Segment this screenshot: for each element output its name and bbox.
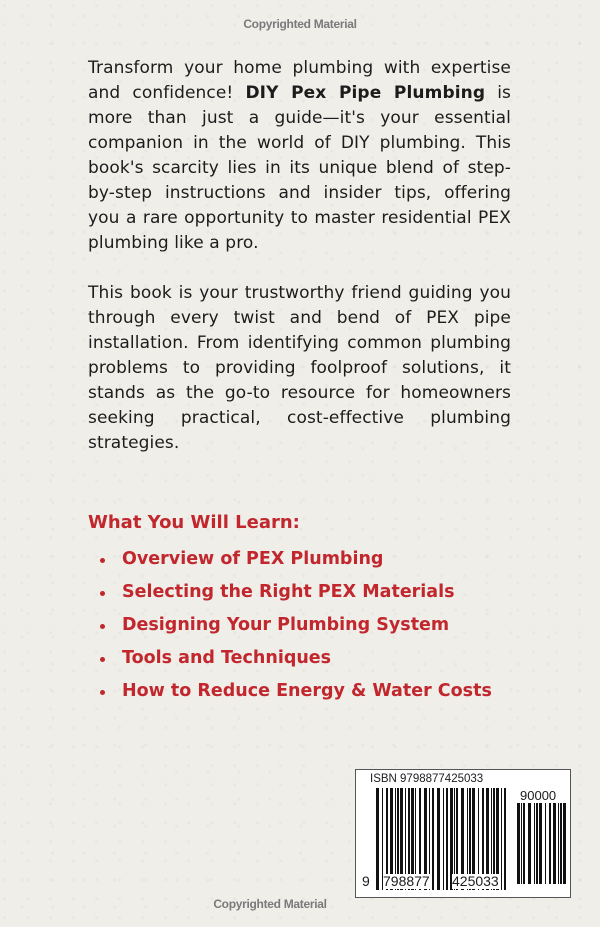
list-item: How to Reduce Energy & Water Costs xyxy=(100,678,492,711)
barcode-bar xyxy=(558,803,559,884)
barcode-bar xyxy=(539,803,542,884)
book-title: DIY Pex Pipe Plumbing xyxy=(245,83,486,103)
barcode-bar xyxy=(536,803,538,884)
barcode-bar xyxy=(523,803,525,884)
text: Transform your home plumbing with expertise and confidence! xyxy=(88,58,511,103)
barcode-bar xyxy=(446,788,448,890)
list-item: Designing Your Plumbing System xyxy=(100,612,492,645)
barcode-bar xyxy=(443,788,444,890)
barcode-bar xyxy=(553,803,556,884)
barcode-digits-left: 798877 xyxy=(383,873,430,889)
barcode-bar xyxy=(534,803,535,884)
barcode-bar xyxy=(521,803,522,884)
learn-heading: What You Will Learn: xyxy=(88,512,300,533)
isbn-label: ISBN 9798877425033 xyxy=(370,773,484,785)
addon-code: 90000 xyxy=(520,788,557,803)
barcode-bar xyxy=(560,803,562,884)
list-item: Overview of PEX Plumbing xyxy=(100,546,492,579)
barcode-bar xyxy=(504,788,506,890)
barcode-bar xyxy=(376,788,379,890)
barcode-bar xyxy=(437,788,440,890)
barcode-bar xyxy=(549,803,551,884)
copyright-watermark-bottom: Copyrighted Material xyxy=(213,897,327,911)
isbn-barcode xyxy=(355,769,571,898)
barcode-bar xyxy=(501,788,502,890)
barcode-digit-first: 9 xyxy=(362,873,370,889)
barcode-bar xyxy=(432,788,434,890)
text: is more than just a guide—it's your essential companion in the world of DIY plumbing. This book's scarcity lies in its unique blend of step-by-step instructions and insider tips, offering you a rare opportunity to master residential PEX plumbing like a pro. xyxy=(88,83,511,253)
barcode-bar xyxy=(545,803,546,884)
description-paragraph-2: This book is your trustworthy friend guiding you through every twist and bend of PEX pipe installation. From identifying common plumbing problems to providing foolproof solutions, it stands as the go-to resource for homeowners seeking practical, cost-effective plumbing strategies. xyxy=(88,283,511,453)
copyright-watermark: Copyrighted Material xyxy=(243,17,357,31)
barcode-bar xyxy=(528,803,531,884)
list-item: Tools and Techniques xyxy=(100,645,492,678)
barcode-bar xyxy=(517,803,520,884)
barcode-digits-right: 425033 xyxy=(452,873,499,889)
learn-list xyxy=(100,546,492,711)
list-item: Selecting the Right PEX Materials xyxy=(100,579,492,612)
description-paragraph-1 xyxy=(88,56,511,256)
barcode-bar xyxy=(563,803,566,884)
